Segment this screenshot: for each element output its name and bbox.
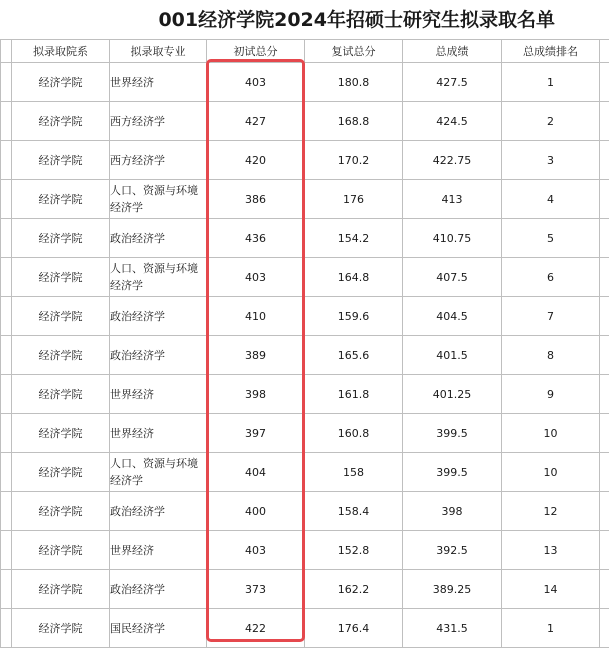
rank-cell[interactable]: 7	[502, 297, 600, 336]
empty-cell[interactable]	[600, 63, 609, 102]
row-stub	[1, 40, 12, 63]
header-dept[interactable]: 拟录取院系	[12, 40, 110, 63]
table-row	[1, 63, 609, 102]
table-row	[1, 492, 609, 531]
empty-cell[interactable]	[600, 414, 609, 453]
initial-score-cell[interactable]: 386	[207, 180, 305, 219]
row-stub	[1, 102, 12, 141]
major-cell[interactable]: 世界经济	[110, 375, 207, 414]
table-row	[1, 102, 609, 141]
retest-score-cell[interactable]: 152.8	[305, 531, 403, 570]
retest-score-cell[interactable]: 164.8	[305, 258, 403, 297]
dept-cell[interactable]: 经济学院	[12, 297, 110, 336]
initial-score-cell[interactable]: 403	[207, 531, 305, 570]
major-cell[interactable]: 西方经济学	[110, 141, 207, 180]
major-cell[interactable]: 人口、资源与环境经济学	[110, 180, 207, 219]
dept-cell[interactable]: 经济学院	[12, 141, 110, 180]
admission-table	[0, 39, 609, 648]
header-total-score[interactable]: 总成绩	[403, 40, 502, 63]
row-stub	[1, 609, 12, 648]
initial-score-cell[interactable]: 400	[207, 492, 305, 531]
retest-score-cell[interactable]: 154.2	[305, 219, 403, 258]
row-stub	[1, 297, 12, 336]
total-score-cell[interactable]: 424.5	[403, 102, 502, 141]
retest-score-cell[interactable]: 180.8	[305, 63, 403, 102]
initial-score-cell[interactable]: 373	[207, 570, 305, 609]
empty-cell[interactable]	[600, 258, 609, 297]
table-row	[1, 219, 609, 258]
rank-cell[interactable]: 1	[502, 63, 600, 102]
empty-cell[interactable]	[600, 141, 609, 180]
rank-cell[interactable]: 4	[502, 180, 600, 219]
dept-cell[interactable]: 经济学院	[12, 336, 110, 375]
row-stub	[1, 570, 12, 609]
major-cell[interactable]: 西方经济学	[110, 102, 207, 141]
total-score-cell[interactable]: 422.75	[403, 141, 502, 180]
initial-score-cell[interactable]: 436	[207, 219, 305, 258]
retest-score-cell[interactable]: 165.6	[305, 336, 403, 375]
row-stub	[1, 63, 12, 102]
initial-score-cell[interactable]: 398	[207, 375, 305, 414]
empty-cell[interactable]	[600, 336, 609, 375]
major-cell[interactable]: 人口、资源与环境经济学	[110, 258, 207, 297]
sheet-title: 001经济学院2024年招硕士研究生拟录取名单	[0, 0, 609, 40]
row-stub	[1, 453, 12, 492]
row-stub	[1, 492, 12, 531]
initial-score-cell[interactable]: 397	[207, 414, 305, 453]
major-cell[interactable]: 政治经济学	[110, 219, 207, 258]
empty-cell[interactable]	[600, 492, 609, 531]
dept-cell[interactable]: 经济学院	[12, 453, 110, 492]
row-stub	[1, 531, 12, 570]
empty-cell[interactable]	[600, 609, 609, 648]
total-score-cell[interactable]: 401.25	[403, 375, 502, 414]
empty-cell[interactable]	[600, 102, 609, 141]
dept-cell[interactable]: 经济学院	[12, 180, 110, 219]
table-row	[1, 414, 609, 453]
empty-cell[interactable]	[600, 219, 609, 258]
dept-cell[interactable]: 经济学院	[12, 102, 110, 141]
major-cell[interactable]: 世界经济	[110, 414, 207, 453]
total-score-cell[interactable]: 410.75	[403, 219, 502, 258]
initial-score-cell[interactable]: 427	[207, 102, 305, 141]
retest-score-cell[interactable]: 170.2	[305, 141, 403, 180]
table-row	[1, 258, 609, 297]
retest-score-cell[interactable]: 162.2	[305, 570, 403, 609]
dept-cell[interactable]: 经济学院	[12, 219, 110, 258]
table-row	[1, 453, 609, 492]
rank-cell[interactable]: 12	[502, 492, 600, 531]
total-score-cell[interactable]: 407.5	[403, 258, 502, 297]
rank-cell[interactable]: 10	[502, 414, 600, 453]
rank-cell[interactable]: 10	[502, 453, 600, 492]
rank-cell[interactable]: 2	[502, 102, 600, 141]
initial-score-cell[interactable]: 403	[207, 63, 305, 102]
retest-score-cell[interactable]: 160.8	[305, 414, 403, 453]
rank-cell[interactable]: 13	[502, 531, 600, 570]
total-score-cell[interactable]: 392.5	[403, 531, 502, 570]
retest-score-cell[interactable]: 176.4	[305, 609, 403, 648]
dept-cell[interactable]: 经济学院	[12, 609, 110, 648]
header-retest-score[interactable]: 复试总分	[305, 40, 403, 63]
total-score-cell[interactable]: 431.5	[403, 609, 502, 648]
row-stub	[1, 180, 12, 219]
total-score-cell[interactable]: 389.25	[403, 570, 502, 609]
table-row	[1, 375, 609, 414]
rank-cell[interactable]: 5	[502, 219, 600, 258]
table-row	[1, 609, 609, 648]
major-cell[interactable]: 世界经济	[110, 531, 207, 570]
retest-score-cell[interactable]: 159.6	[305, 297, 403, 336]
table-row	[1, 297, 609, 336]
retest-score-cell[interactable]: 158	[305, 453, 403, 492]
major-cell[interactable]: 国民经济学	[110, 609, 207, 648]
initial-score-cell[interactable]: 404	[207, 453, 305, 492]
table-row	[1, 570, 609, 609]
empty-cell[interactable]	[600, 531, 609, 570]
rank-cell[interactable]: 14	[502, 570, 600, 609]
total-score-cell[interactable]: 413	[403, 180, 502, 219]
dept-cell[interactable]: 经济学院	[12, 414, 110, 453]
row-stub	[1, 219, 12, 258]
row-stub	[1, 375, 12, 414]
header-rank[interactable]: 总成绩排名	[502, 40, 600, 63]
rank-cell[interactable]: 3	[502, 141, 600, 180]
total-score-cell[interactable]: 398	[403, 492, 502, 531]
dept-cell[interactable]: 经济学院	[12, 492, 110, 531]
major-cell[interactable]: 政治经济学	[110, 570, 207, 609]
dept-cell[interactable]: 经济学院	[12, 258, 110, 297]
table-row	[1, 180, 609, 219]
rank-cell[interactable]: 8	[502, 336, 600, 375]
empty-cell[interactable]	[600, 570, 609, 609]
dept-cell[interactable]: 经济学院	[12, 63, 110, 102]
total-score-cell[interactable]: 399.5	[403, 453, 502, 492]
empty-cell[interactable]	[600, 180, 609, 219]
total-score-cell[interactable]: 399.5	[403, 414, 502, 453]
empty-cell[interactable]	[600, 40, 609, 63]
row-stub	[1, 258, 12, 297]
retest-score-cell[interactable]: 168.8	[305, 102, 403, 141]
total-score-cell[interactable]: 401.5	[403, 336, 502, 375]
empty-cell[interactable]	[600, 453, 609, 492]
header-row	[1, 40, 609, 63]
initial-score-cell[interactable]: 389	[207, 336, 305, 375]
major-cell[interactable]: 世界经济	[110, 63, 207, 102]
major-cell[interactable]: 人口、资源与环境经济学	[110, 453, 207, 492]
total-score-cell[interactable]: 427.5	[403, 63, 502, 102]
empty-cell[interactable]	[600, 375, 609, 414]
table-row	[1, 141, 609, 180]
dept-cell[interactable]: 经济学院	[12, 375, 110, 414]
empty-cell[interactable]	[600, 297, 609, 336]
retest-score-cell[interactable]: 158.4	[305, 492, 403, 531]
major-cell[interactable]: 政治经济学	[110, 297, 207, 336]
major-cell[interactable]: 政治经济学	[110, 492, 207, 531]
rank-cell[interactable]: 9	[502, 375, 600, 414]
row-stub	[1, 414, 12, 453]
table-row	[1, 531, 609, 570]
header-major[interactable]: 拟录取专业	[110, 40, 207, 63]
total-score-cell[interactable]: 404.5	[403, 297, 502, 336]
initial-score-cell[interactable]: 410	[207, 297, 305, 336]
rank-cell[interactable]: 6	[502, 258, 600, 297]
initial-score-cell[interactable]: 422	[207, 609, 305, 648]
table-row	[1, 336, 609, 375]
dept-cell[interactable]: 经济学院	[12, 570, 110, 609]
retest-score-cell[interactable]: 161.8	[305, 375, 403, 414]
initial-score-cell[interactable]: 403	[207, 258, 305, 297]
header-initial-score[interactable]: 初试总分	[207, 40, 305, 63]
initial-score-cell[interactable]: 420	[207, 141, 305, 180]
retest-score-cell[interactable]: 176	[305, 180, 403, 219]
rank-cell[interactable]: 1	[502, 609, 600, 648]
major-cell[interactable]: 政治经济学	[110, 336, 207, 375]
dept-cell[interactable]: 经济学院	[12, 531, 110, 570]
row-stub	[1, 141, 12, 180]
row-stub	[1, 336, 12, 375]
